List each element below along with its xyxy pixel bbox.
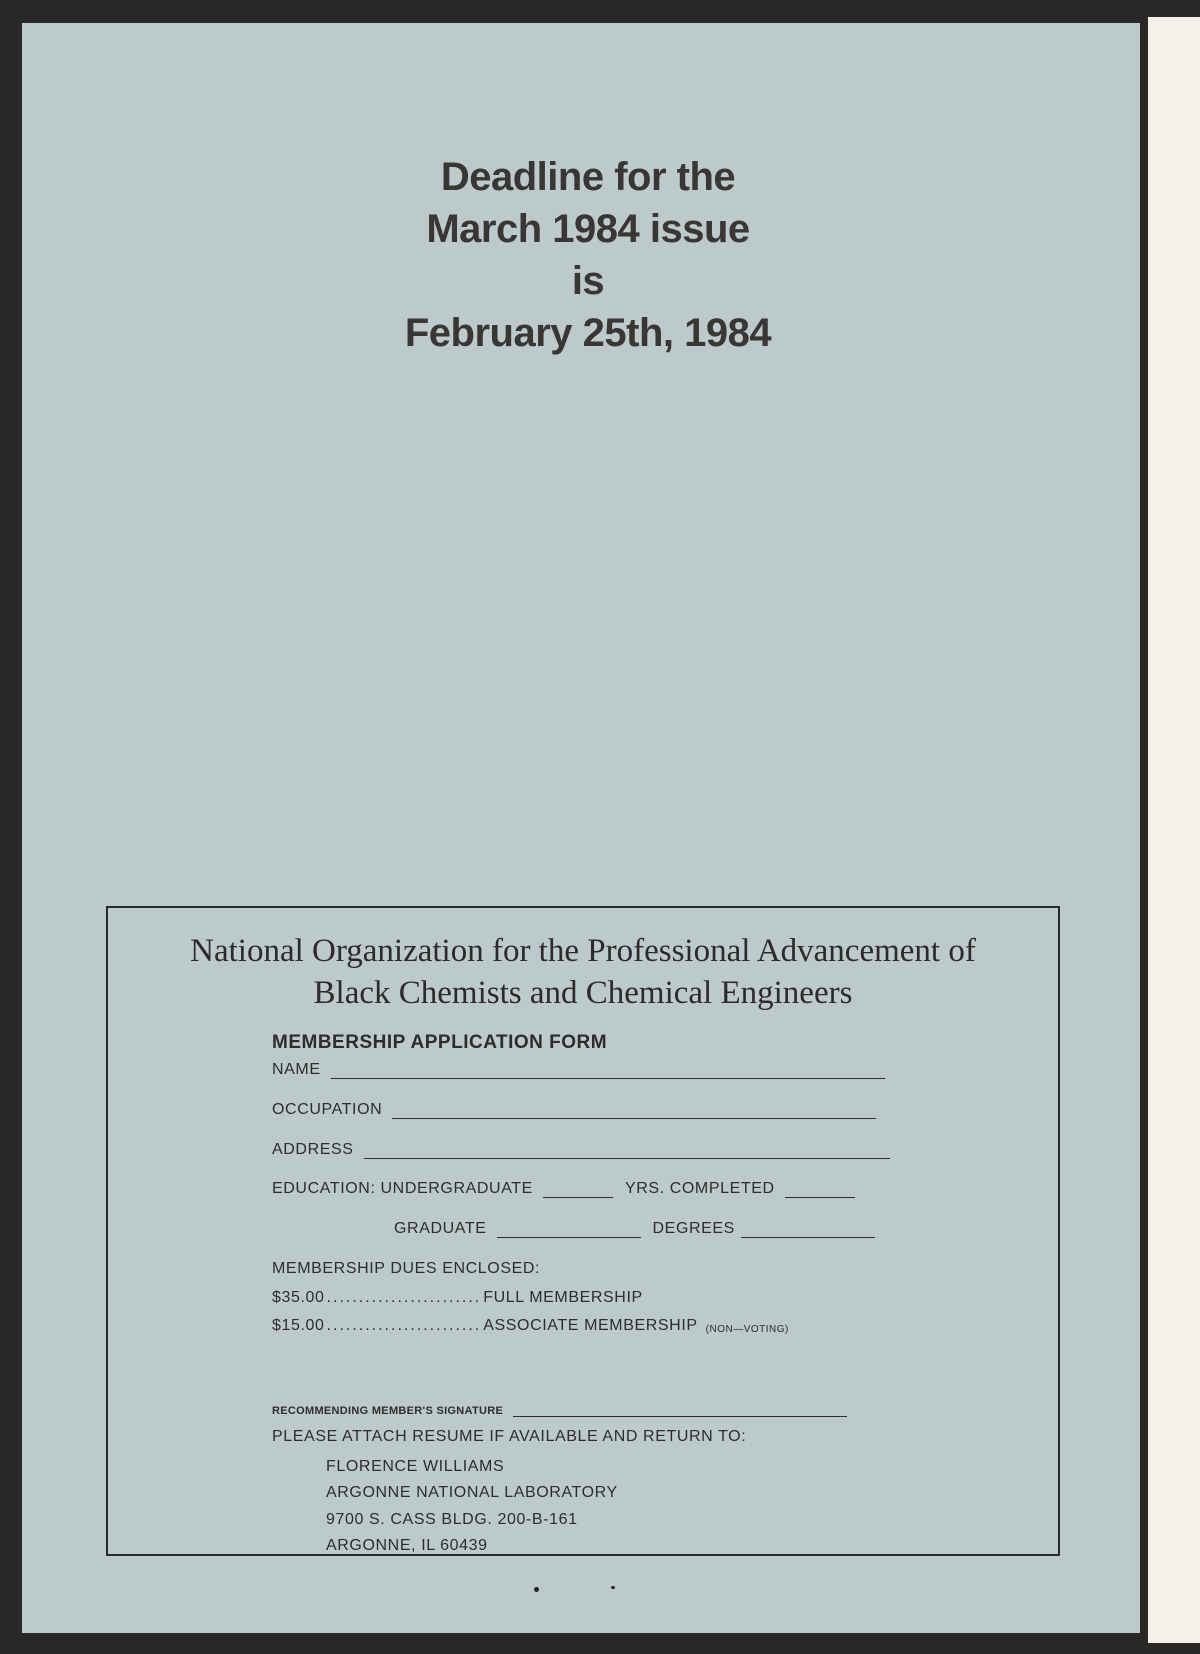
yrs-completed-label: YRS. COMPLETED — [624, 1180, 775, 1197]
return-address-line: 9700 S. CASS BLDG. 200-B-161 — [326, 1511, 578, 1528]
occupation-field[interactable] — [392, 1104, 876, 1119]
dues-option-full[interactable] — [272, 1289, 643, 1307]
name-row — [272, 1061, 885, 1079]
document-page — [22, 23, 1140, 1633]
deadline-line-2: March 1984 issue — [426, 207, 750, 251]
dues-amount: $15.00 — [272, 1317, 325, 1334]
occupation-label: OCCUPATION — [272, 1101, 383, 1118]
membership-form-box — [106, 906, 1060, 1556]
degrees-label: DEGREES — [652, 1220, 735, 1237]
return-address-line: FLORENCE WILLIAMS — [326, 1458, 505, 1475]
graduate-label: GRADUATE — [394, 1220, 487, 1237]
page-mark — [534, 1587, 539, 1592]
graduate-row — [394, 1220, 875, 1238]
form-title: MEMBERSHIP APPLICATION FORM — [272, 1032, 608, 1053]
dues-label: MEMBERSHIP DUES ENCLOSED: — [272, 1260, 541, 1277]
page-mark — [611, 1586, 615, 1589]
signature-field[interactable] — [513, 1402, 847, 1417]
degrees-field[interactable] — [741, 1223, 875, 1238]
return-instruction: PLEASE ATTACH RESUME IF AVAILABLE AND RETURN TO: — [272, 1428, 747, 1445]
dot-leader: ........................ — [326, 1317, 482, 1334]
address-label: ADDRESS — [272, 1141, 354, 1158]
address-field[interactable] — [364, 1144, 890, 1159]
organization-title — [108, 930, 1058, 1014]
deadline-line-1: Deadline for the — [440, 155, 736, 199]
yrs-completed-field[interactable] — [785, 1183, 855, 1198]
return-address-line: ARGONNE, IL 60439 — [326, 1537, 488, 1554]
deadline-line-3: is — [571, 259, 605, 303]
education-row — [272, 1180, 855, 1198]
occupation-row — [272, 1101, 876, 1119]
education-undergraduate-label: EDUCATION: UNDERGRADUATE — [272, 1180, 533, 1197]
dues-type: ASSOCIATE MEMBERSHIP — [483, 1317, 698, 1334]
dot-leader: ........................ — [326, 1289, 482, 1306]
dues-amount: $35.00 — [272, 1289, 325, 1306]
deadline-line-4: February 25th, 1984 — [404, 311, 772, 355]
signature-row — [272, 1402, 847, 1417]
name-field[interactable] — [331, 1064, 885, 1079]
name-label: NAME — [272, 1061, 321, 1078]
deadline-notice — [0, 151, 1176, 359]
return-instruction-row — [272, 1428, 746, 1446]
return-address-line: ARGONNE NATIONAL LABORATORY — [326, 1484, 618, 1501]
address-row — [272, 1141, 890, 1159]
dues-note: (NON—VOTING) — [705, 1324, 789, 1335]
graduate-field[interactable] — [497, 1223, 641, 1238]
dues-heading — [272, 1260, 540, 1278]
dues-type: FULL MEMBERSHIP — [483, 1289, 643, 1306]
undergraduate-field[interactable] — [543, 1183, 613, 1198]
organization-title-line-2: Black Chemists and Chemical Engineers — [313, 975, 853, 1011]
dues-option-associate[interactable] — [272, 1317, 789, 1335]
signature-label: RECOMMENDING MEMBER'S SIGNATURE — [272, 1405, 504, 1417]
organization-title-line-1: National Organization for the Professional Advancement of — [190, 933, 976, 969]
